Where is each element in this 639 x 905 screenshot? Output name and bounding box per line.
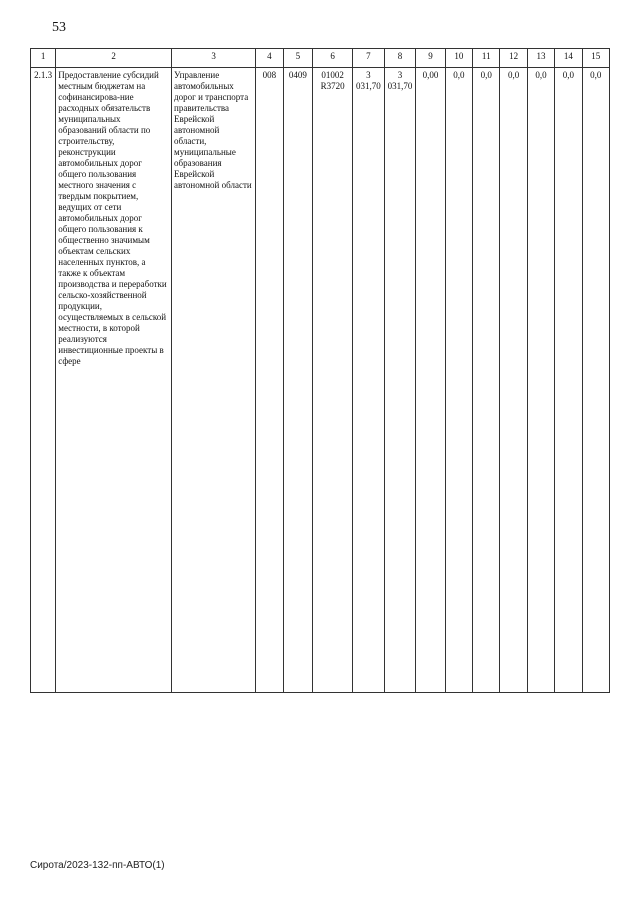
target-article-cell: 01002 R3720 [313,68,353,693]
header-cell-6: 6 [313,49,353,68]
grbs-code-cell: 008 [256,68,283,693]
header-cell-4: 4 [256,49,283,68]
header-cell-1: 1 [31,49,56,68]
header-cell-9: 9 [416,49,445,68]
header-cell-3: 3 [172,49,256,68]
row-number-cell: 2.1.3 [31,68,56,693]
value-cell-15: 0,0 [582,68,610,693]
header-cell-13: 13 [527,49,554,68]
header-row [31,49,610,68]
header-cell-14: 14 [555,49,582,68]
budget-table [30,48,610,693]
page-number: 53 [52,20,66,35]
value-cell-12: 0,0 [500,68,527,693]
section-code-cell: 0409 [283,68,312,693]
activity-name-cell: Предоставление субсидий местным бюджетам на софинансирова-ние расходных обязательств муниципальных образований области по строительству, реконструкции автомобильных дорог общего пользования местного значения с твердым покрытием, ведущих от сети автомобильных дорог общего пользования к общественно значимым объектам сельских населенных пунктов, а также к объектам производства и переработки сельско-хозяйственной продукции, осуществляемых в сельской местности, в которой реализуются инвестиционные проекты в сфере [56,68,172,693]
header-cell-11: 11 [473,49,500,68]
value-cell-13: 0,0 [527,68,554,693]
value-cell-9: 0,00 [416,68,445,693]
executor-cell: Управление автомобильных дорог и транспорта правительства Еврейской автономной области, муниципальные образования Еврейской автономной области [172,68,256,693]
header-cell-12: 12 [500,49,527,68]
header-cell-2: 2 [56,49,172,68]
header-cell-7: 7 [353,49,385,68]
header-cell-8: 8 [384,49,416,68]
header-cell-5: 5 [283,49,312,68]
value-cell-14: 0,0 [555,68,582,693]
value-cell-7: 3 031,70 [353,68,385,693]
document-code: Сирота/2023-132-пп-АВТО(1) [30,860,165,871]
budget-table-container [30,48,610,693]
table-row [31,68,610,693]
header-cell-15: 15 [582,49,610,68]
value-cell-8: 3 031,70 [384,68,416,693]
value-cell-10: 0,0 [445,68,472,693]
value-cell-11: 0,0 [473,68,500,693]
header-cell-10: 10 [445,49,472,68]
